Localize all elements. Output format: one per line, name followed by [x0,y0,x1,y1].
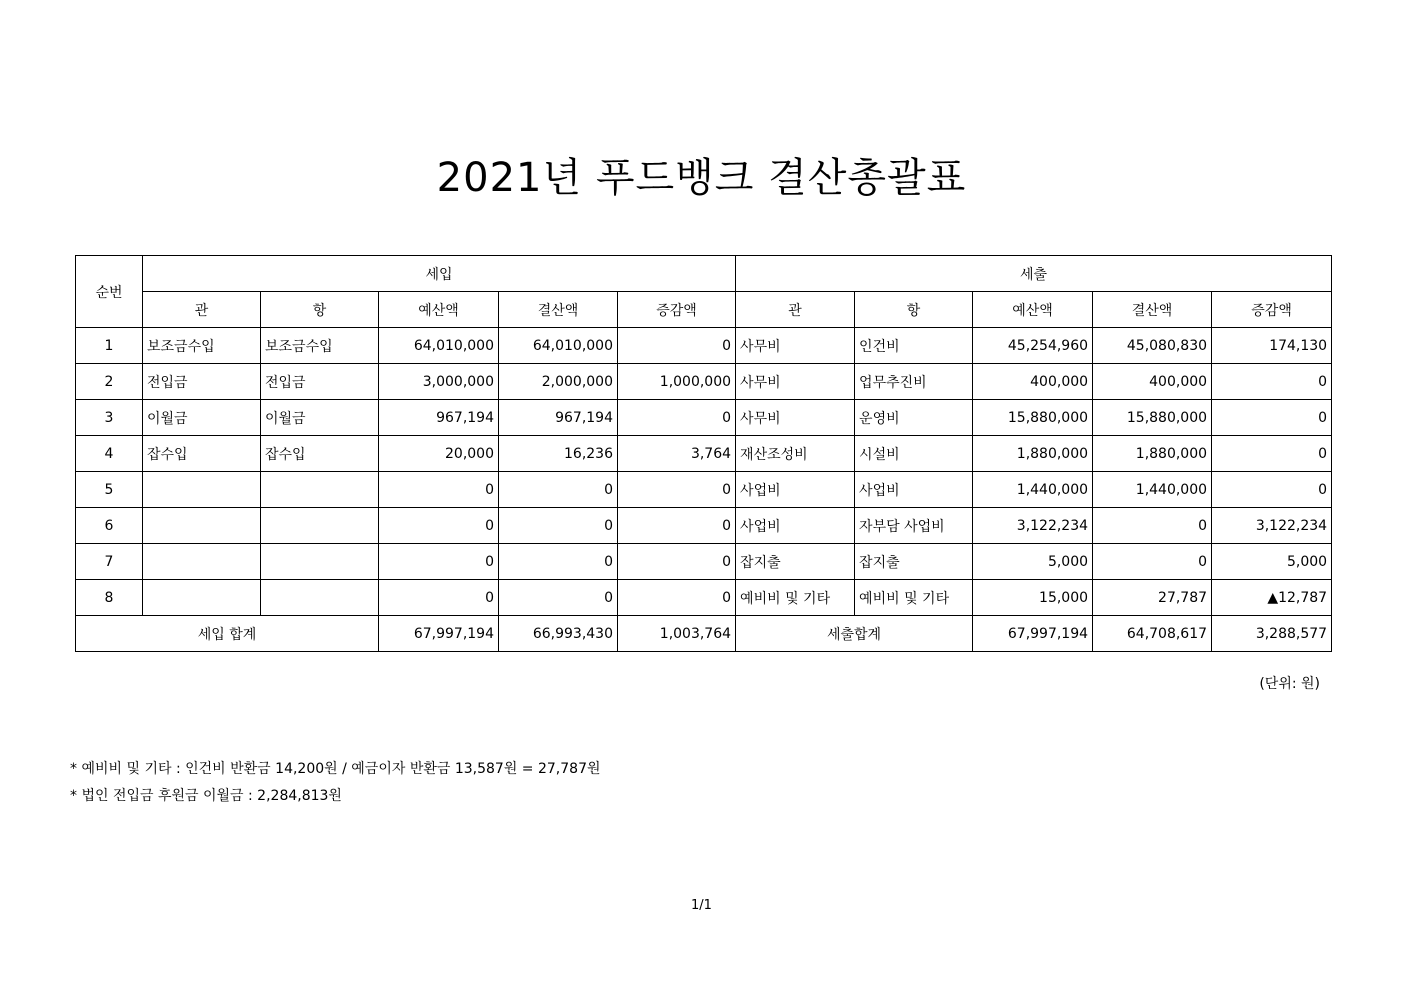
header-in-settle: 결산액 [499,292,618,328]
cell-ex-gwan: 사무비 [736,328,855,364]
total-expense-label: 세출합계 [736,616,973,652]
cell-in-hang [261,580,379,616]
cell-in-hang [261,508,379,544]
cell-in-hang [261,544,379,580]
cell-in-budget: 20,000 [379,436,499,472]
cell-ex-gwan: 사무비 [736,364,855,400]
document-title: 2021년 푸드뱅크 결산총괄표 [436,155,967,201]
cell-in-settle: 0 [499,472,618,508]
cell-in-settle: 0 [499,580,618,616]
cell-in-hang: 잡수입 [261,436,379,472]
cell-ex-hang: 잡지출 [855,544,973,580]
cell-in-gwan: 잡수입 [143,436,261,472]
header-in-budget: 예산액 [379,292,499,328]
cell-in-diff: 3,764 [618,436,736,472]
cell-ex-budget: 1,880,000 [973,436,1093,472]
cell-in-gwan [143,580,261,616]
table-row [76,472,1332,508]
total-in-budget: 67,997,194 [379,616,499,652]
cell-in-diff: 0 [618,328,736,364]
cell-ex-hang: 사업비 [855,472,973,508]
cell-ex-diff: 0 [1212,436,1332,472]
cell-ex-budget: 15,000 [973,580,1093,616]
cell-ex-settle: 0 [1093,508,1212,544]
header-ex-gwan: 관 [736,292,855,328]
cell-in-diff: 0 [618,544,736,580]
cell-in-gwan: 보조금수입 [143,328,261,364]
cell-ex-settle: 400,000 [1093,364,1212,400]
cell-ex-diff: 0 [1212,364,1332,400]
cell-no: 7 [76,544,143,580]
cell-ex-diff: 0 [1212,400,1332,436]
total-ex-budget: 67,997,194 [973,616,1093,652]
unit-label: (단위: 원) [1259,676,1320,692]
cell-no: 4 [76,436,143,472]
cell-in-budget: 3,000,000 [379,364,499,400]
header-in-hang: 항 [261,292,379,328]
cell-ex-diff: 3,122,234 [1212,508,1332,544]
cell-in-settle: 0 [499,508,618,544]
cell-ex-settle: 1,440,000 [1093,472,1212,508]
cell-ex-hang: 운영비 [855,400,973,436]
total-income-label: 세입 합계 [76,616,379,652]
cell-ex-gwan: 예비비 및 기타 [736,580,855,616]
cell-ex-diff: 5,000 [1212,544,1332,580]
table-row [76,364,1332,400]
cell-in-hang: 이월금 [261,400,379,436]
cell-in-budget: 0 [379,580,499,616]
note-line: * 법인 전입금 후원금 이월금 : 2,284,813원 [70,788,342,804]
totals-row [76,616,1332,652]
header-in-diff: 증감액 [618,292,736,328]
header-row-sub [76,292,1332,328]
table-row [76,400,1332,436]
cell-in-diff: 1,000,000 [618,364,736,400]
cell-ex-settle: 27,787 [1093,580,1212,616]
cell-ex-gwan: 잡지출 [736,544,855,580]
cell-ex-hang: 자부담 사업비 [855,508,973,544]
cell-in-diff: 0 [618,508,736,544]
cell-in-hang [261,472,379,508]
cell-no: 3 [76,400,143,436]
cell-ex-gwan: 사업비 [736,508,855,544]
cell-no: 8 [76,580,143,616]
cell-ex-settle: 15,880,000 [1093,400,1212,436]
cell-in-gwan [143,544,261,580]
cell-ex-budget: 1,440,000 [973,472,1093,508]
table-row [76,580,1332,616]
cell-ex-settle: 1,880,000 [1093,436,1212,472]
cell-in-diff: 0 [618,472,736,508]
cell-ex-settle: 45,080,830 [1093,328,1212,364]
table-row [76,436,1332,472]
header-row-top [76,256,1332,292]
cell-in-hang: 보조금수입 [261,328,379,364]
header-ex-hang: 항 [855,292,973,328]
cell-ex-budget: 3,122,234 [973,508,1093,544]
table-row [76,544,1332,580]
cell-ex-budget: 15,880,000 [973,400,1093,436]
note-line: * 예비비 및 기타 : 인건비 반환금 14,200원 / 예금이자 반환금 13,587원 = 27,787원 [70,761,601,777]
cell-in-settle: 2,000,000 [499,364,618,400]
notes [70,756,601,810]
cell-no: 1 [76,328,143,364]
total-in-settle: 66,993,430 [499,616,618,652]
table-row [76,508,1332,544]
cell-ex-diff: 0 [1212,472,1332,508]
cell-ex-gwan: 재산조성비 [736,436,855,472]
cell-in-budget: 64,010,000 [379,328,499,364]
cell-ex-diff: ▲12,787 [1212,580,1332,616]
header-ex-settle: 결산액 [1093,292,1212,328]
cell-ex-hang: 시설비 [855,436,973,472]
header-expense: 세출 [736,256,1332,292]
cell-ex-budget: 45,254,960 [973,328,1093,364]
cell-in-diff: 0 [618,400,736,436]
cell-in-gwan: 전입금 [143,364,261,400]
settlement-table [75,255,1332,652]
cell-in-settle: 0 [499,544,618,580]
cell-ex-budget: 400,000 [973,364,1093,400]
total-ex-settle: 64,708,617 [1093,616,1212,652]
cell-in-settle: 64,010,000 [499,328,618,364]
header-no: 순번 [76,256,143,328]
cell-ex-hang: 업무추진비 [855,364,973,400]
cell-in-budget: 0 [379,508,499,544]
cell-no: 2 [76,364,143,400]
cell-ex-budget: 5,000 [973,544,1093,580]
header-income: 세입 [143,256,736,292]
cell-in-gwan [143,508,261,544]
cell-ex-hang: 예비비 및 기타 [855,580,973,616]
cell-in-hang: 전입금 [261,364,379,400]
cell-in-budget: 967,194 [379,400,499,436]
header-ex-diff: 증감액 [1212,292,1332,328]
cell-in-budget: 0 [379,544,499,580]
total-in-diff: 1,003,764 [618,616,736,652]
cell-no: 5 [76,472,143,508]
cell-ex-hang: 인건비 [855,328,973,364]
total-ex-diff: 3,288,577 [1212,616,1332,652]
cell-ex-diff: 174,130 [1212,328,1332,364]
header-in-gwan: 관 [143,292,261,328]
cell-in-diff: 0 [618,580,736,616]
cell-ex-gwan: 사무비 [736,400,855,436]
cell-in-budget: 0 [379,472,499,508]
cell-in-gwan: 이월금 [143,400,261,436]
cell-ex-settle: 0 [1093,544,1212,580]
cell-in-gwan [143,472,261,508]
table-row [76,328,1332,364]
cell-in-settle: 16,236 [499,436,618,472]
header-ex-budget: 예산액 [973,292,1093,328]
cell-no: 6 [76,508,143,544]
cell-in-settle: 967,194 [499,400,618,436]
page-number: 1/1 [691,898,712,913]
cell-ex-gwan: 사업비 [736,472,855,508]
